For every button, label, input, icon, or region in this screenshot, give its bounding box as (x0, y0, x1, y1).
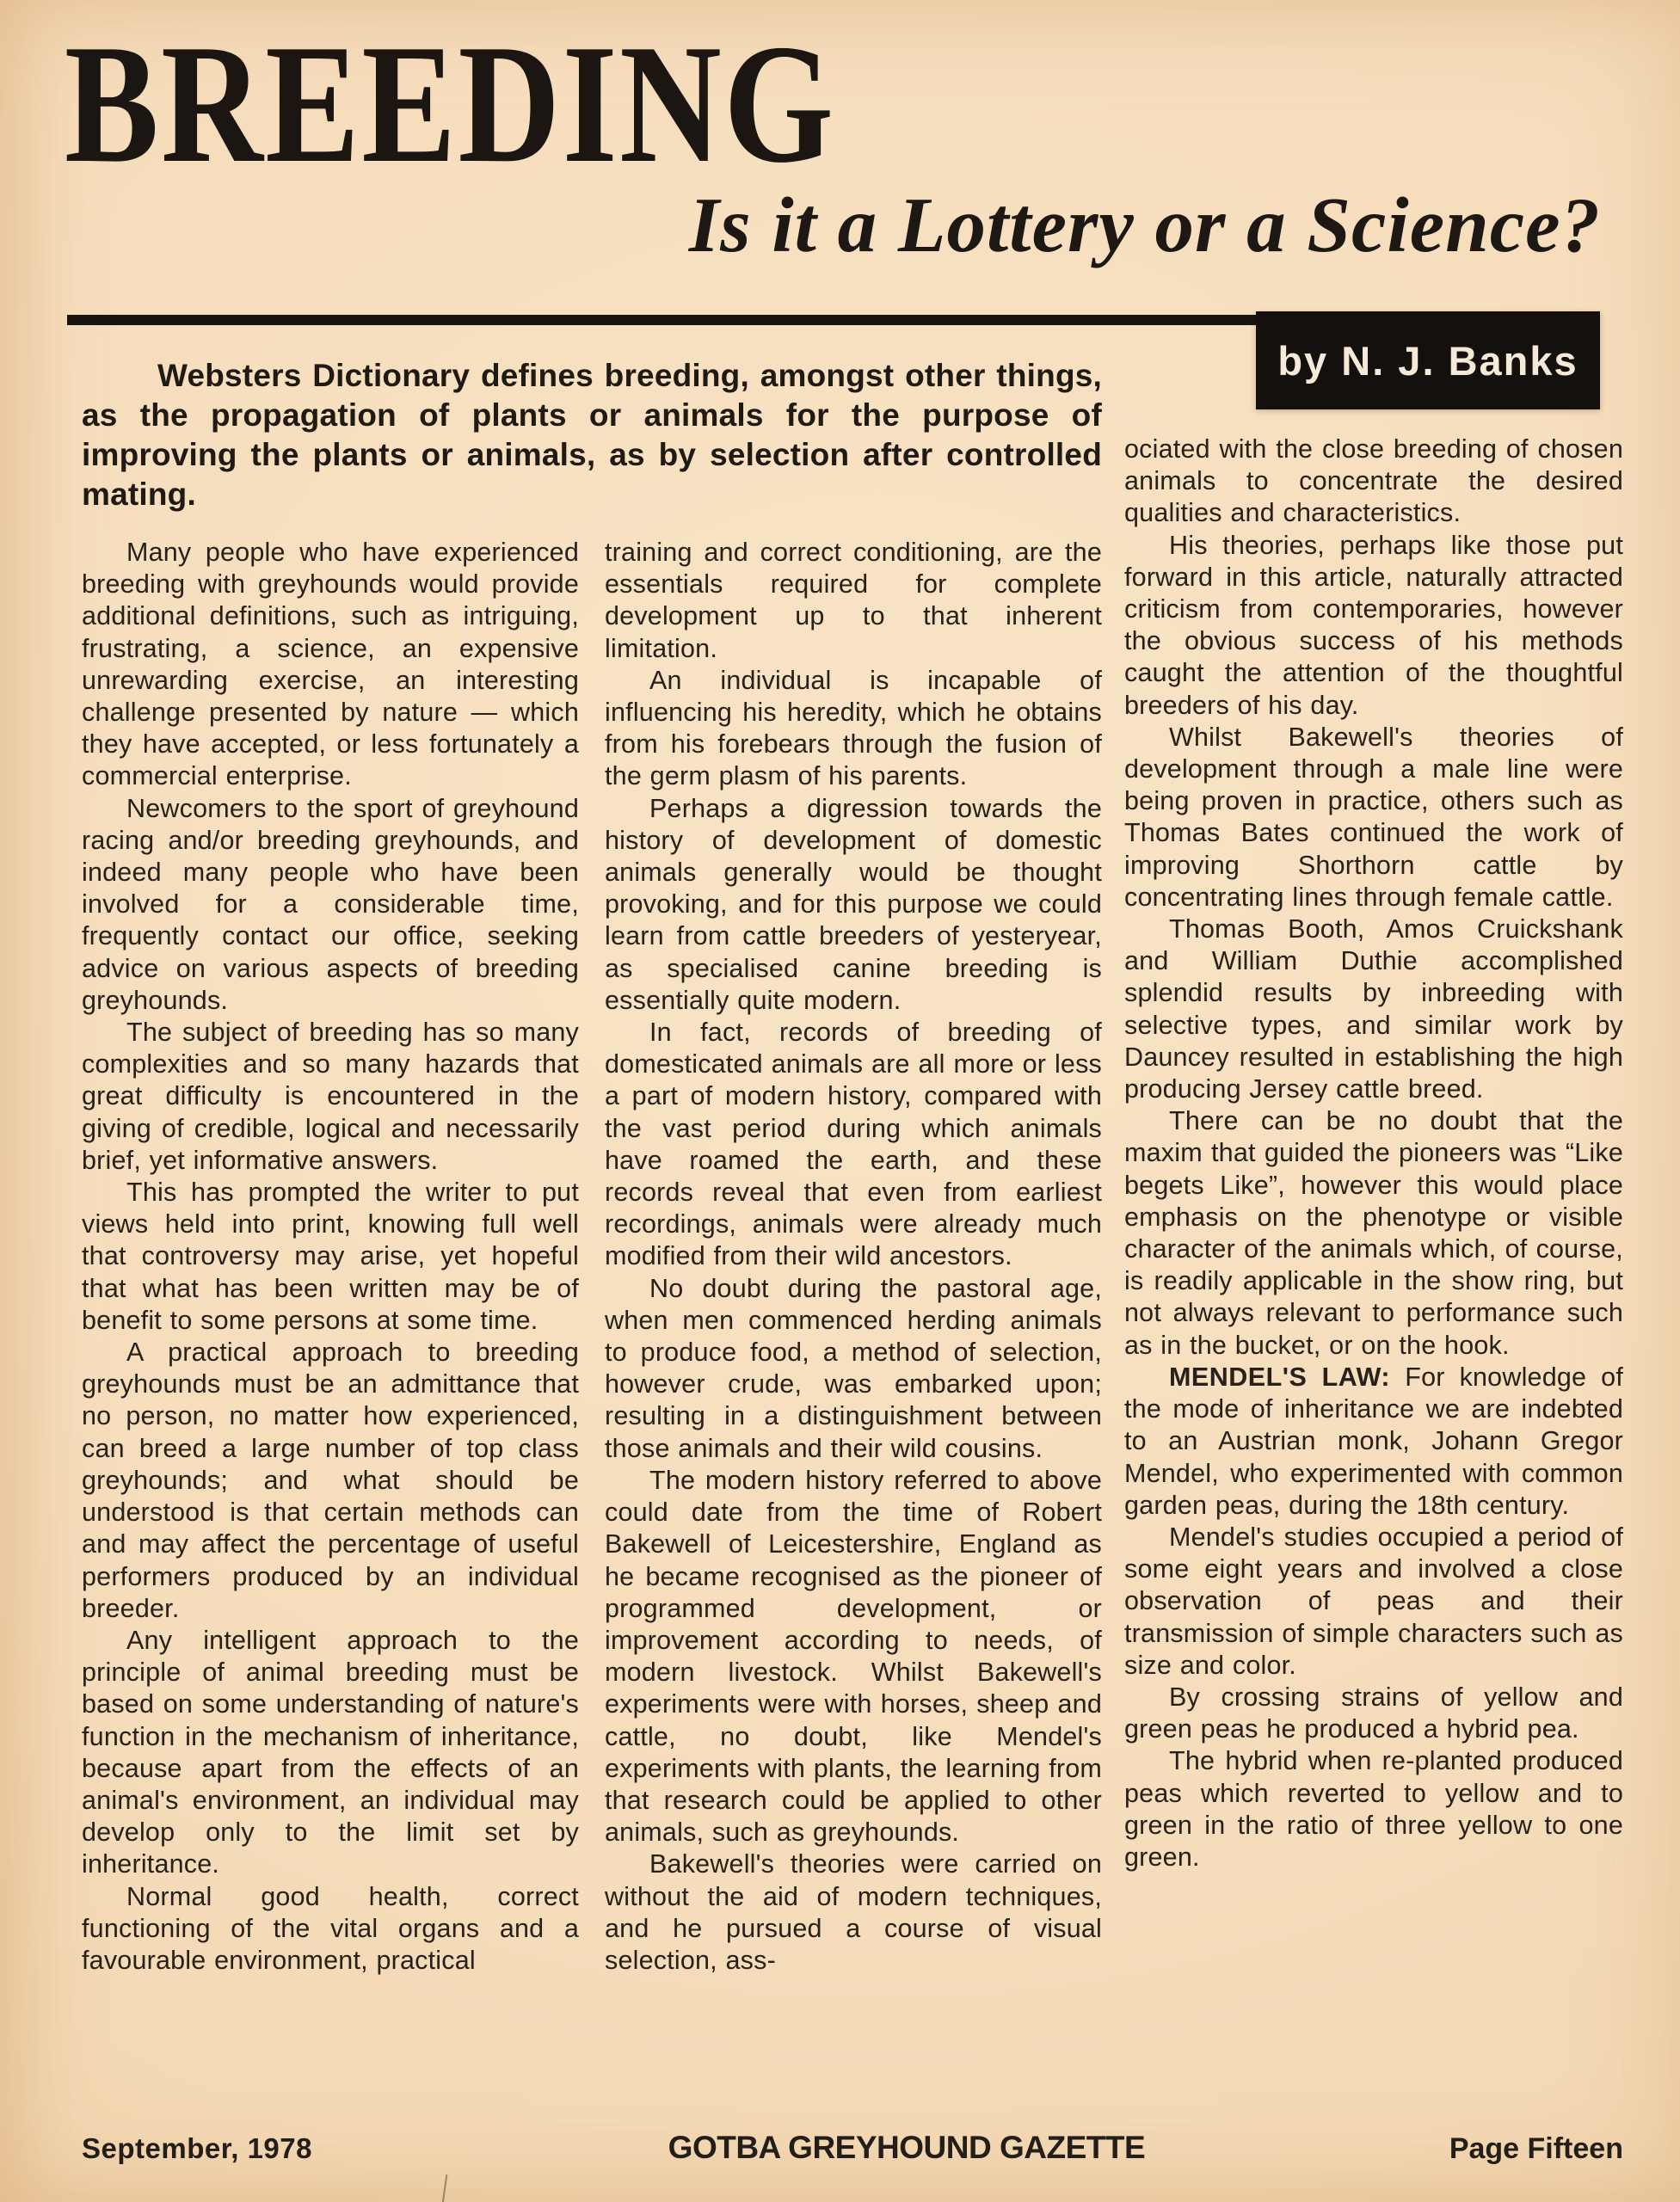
body-paragraph: training and correct conditioning, are the essentials required for complete development up to that inherent limitation. (605, 538, 1102, 663)
body-paragraph: Mendel's studies occupied a period of some eight years and involved a close observation of peas and their transmission of simple characters such as size and color. (1124, 1522, 1623, 1680)
body-paragraph: Many people who have experienced breeding with greyhounds would provide additional definitions, such as intriguing, frustrating, a science, an expensive unrewarding exercise, an interesting challenge presented by nature — which they have accepted, or less fortunately a commercial enterprise. (82, 538, 579, 791)
scan-artifact-line (442, 2174, 448, 2202)
header-divider-rule (67, 315, 1258, 325)
body-paragraph: Newcomers to the sport of greyhound racing and/or breeding greyhounds, and indeed many people who have been involved for a considerable time, frequently contact our office, seeking advice on various aspects of breeding greyhounds. (82, 793, 579, 1015)
body-paragraph: Any intelligent approach to the principle of animal breeding must be based on some understanding of nature's function in the mechanism of inheritance, because apart from the effects of an animal's environment, an individual may develop only to the limit set by inheritance. (82, 1625, 579, 1879)
article-body (82, 325, 1622, 1977)
page-footer (82, 2130, 1623, 2166)
body-paragraph: This has prompted the writer to put views held into print, knowing full well that controversy may arise, yet hopeful that what has been written may be of benefit to some persons at some time. (82, 1178, 579, 1335)
masthead (0, 0, 1680, 268)
body-paragraph: By crossing strains of yellow and green peas he produced a hybrid pea. (1124, 1682, 1623, 1744)
body-paragraph: Normal good health, correct functioning of the vital organs and a favourable environment, practical (82, 1881, 579, 1975)
lead-paragraph: Websters Dictionary defines breeding, amongst other things, as the propagation of plants or animals for the purpose of improving the plants or animals, as by selection after controlled mating. (82, 358, 1102, 512)
column-2 (605, 537, 1102, 1977)
body-paragraph: Whilst Bakewell's theories of development through a male line were being proven in practice, others such as Thomas Bates continued the work of improving Shorthorn cattle by concentrating lines through female cattle. (1124, 722, 1623, 912)
body-paragraph: His theories, perhaps like those put forward in this article, naturally attracted criticism from contemporaries, however the obvious success of his methods caught the attention of the thoughtful breeders of his day. (1124, 530, 1623, 720)
body-paragraph: ociated with the close breeding of chosen animals to concentrate the desired qualities and characteristics. (1124, 434, 1623, 528)
body-paragraph: An individual is incapable of influencing his heredity, which he obtains from his forebears through the fusion of the germ plasm of his parents. (605, 665, 1102, 791)
run-in-heading: MENDEL'S LAW: (1169, 1362, 1406, 1392)
footer-page-number: Page Fifteen (1449, 2132, 1623, 2165)
body-paragraph: The hybrid when re-planted produced peas which reverted to yellow and to green in the ratio of three yellow to one green. (1124, 1746, 1623, 1872)
left-pane (82, 325, 1102, 1977)
page-title: BREEDING (65, 9, 836, 198)
body-paragraph: Perhaps a digression towards the history of development of domestic animals generally would be thought provoking, and for this purpose we could learn from cattle breeders of yesteryear, as specialised canine breeding is essentially quite modern. (605, 793, 1102, 1015)
body-paragraph: A practical approach to breeding greyhounds must be an admittance that no person, no matter how experienced, can breed a large number of top class greyhounds; and what should be understood is that certain methods can and may affect the percentage of useful performers produced by an individual breeder. (82, 1338, 579, 1623)
byline-text: by N. J. Banks (1277, 337, 1578, 384)
body-paragraph: The subject of breeding has so many complexities and so many hazards that great difficulty is encountered in the giving of credible, logical and necessarily brief, yet informative answers. (82, 1018, 579, 1175)
body-paragraph: There can be no doubt that the maxim that guided the pioneers was “Like begets Like”, however this would place emphasis on the phenotype or visible character of the animals which, of course, is readily applicable in the show ring, but not always relevant to performance such as in the bucket, or on the hook. (1124, 1106, 1623, 1360)
body-paragraph: The modern history referred to above could date from the time of Robert Bakewell of Leicestershire, England as he became recognised as the pioneer of programmed development, or improvement according to needs, of modern livestock. Whilst Bakewell's experiments were with horses, sheep and cattle, no doubt, like Mendel's experiments with plants, the learning from that research could be applied to other animals, such as greyhounds. (605, 1465, 1102, 1848)
footer-publication: GOTBA GREYHOUND GAZETTE (668, 2130, 1146, 2165)
body-paragraph: Thomas Booth, Amos Cruickshank and William Duthie accomplished splendid results by inbreeding with selective types, and similar work by Dauncey resulted in establishing the high producing Jersey cattle breed. (1124, 914, 1623, 1104)
body-paragraph: In fact, records of breeding of domesticated animals are all more or less a part of modern history, compared with the vast period during which animals have roamed the earth, and these records reveal that even from earliest recordings, animals were already much modified from their wild ancestors. (605, 1018, 1102, 1271)
page-subtitle: Is it a Lottery or a Science? (688, 181, 1601, 268)
footer-date: September, 1978 (82, 2132, 312, 2164)
body-paragraph: No doubt during the pastoral age, when men commenced herding animals to produce food, a method of selection, however crude, was embarked upon; resulting in a distinguishment between those animals and their wild cousins. (605, 1273, 1102, 1463)
body-paragraph: Bakewell's theories were carried on without the aid of modern techniques, and he pursued a course of visual selection, ass- (605, 1849, 1102, 1975)
column-1 (82, 537, 579, 1977)
columns-1-2 (82, 537, 1102, 1977)
body-paragraph: MENDEL'S LAW: For knowledge of the mode of inheritance we are indebted to an Austrian monk, Johann Gregor Mendel, who experimented with common garden peas, during the 18th century. (1124, 1362, 1623, 1520)
column-3 (1124, 325, 1623, 1977)
